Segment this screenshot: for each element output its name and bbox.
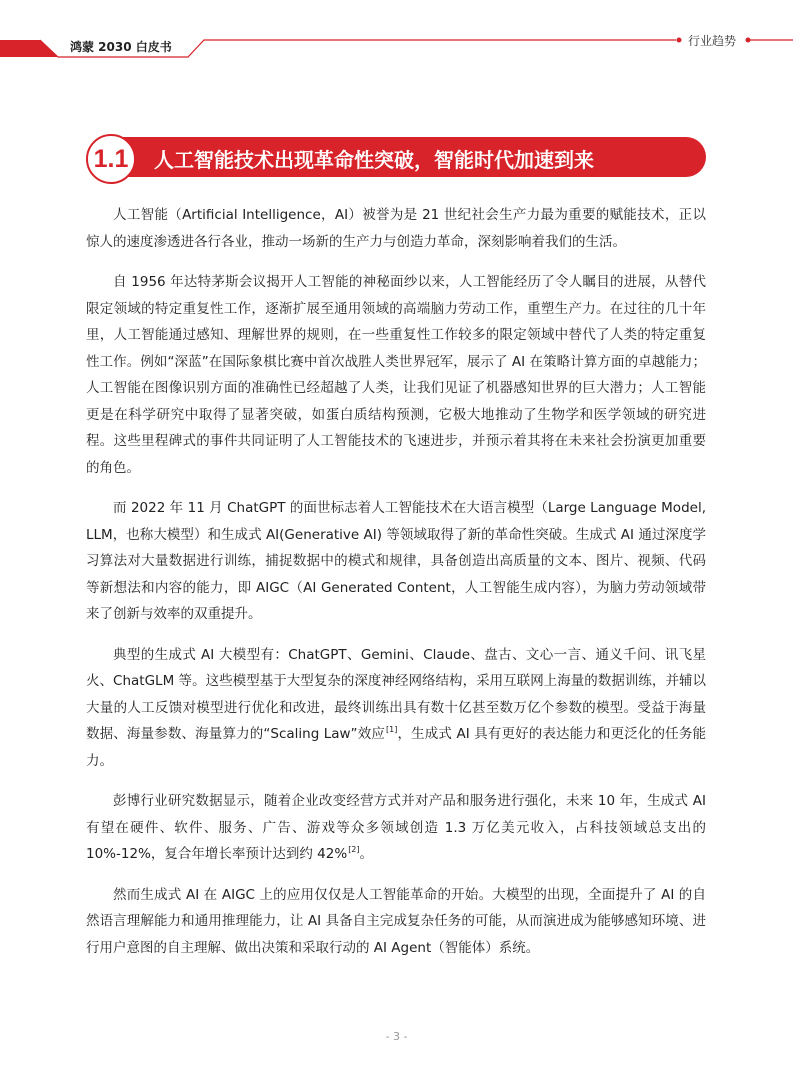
paragraph: 而 2022 年 11 月 ChatGPT 的面世标志着人工智能技术在大语言模型（Large Language Model, LLM，也称大模型）和生成式 AI(Generative AI) 等领域取得了新的革命性突破。生成式 AI 通过深度学习算法对大量数据进行训练，捕捉数据中的模式和规律，具备创造出高质量的文本、图片、视频、代码等新想法和内容的能力，即 AIGC（AI Generated Content，人工智能生成内容），为脑力劳动领域带来了创新与效率的双重提升。 <box>86 500 706 622</box>
header-dot-right <box>746 38 751 43</box>
reference-marker[interactable]: [2] <box>348 845 360 854</box>
paragraph: 人工智能（Artificial Intelligence，AI）被誉为是 21 世纪社会生产力最为重要的赋能技术，正以惊人的速度渗透进各行各业，推动一场新的生产力与创造力革命，深刻影响着我们的生活。 <box>86 207 706 250</box>
paragraph: 然而生成式 AI 在 AIGC 上的应用仅仅是人工智能革命的开始。大模型的出现，全面提升了 AI 的自然语言理解能力和通用推理能力，让 AI 具备自主完成复杂任务的可能，从而演进成为能够感知环境、进行用户意图的自主理解、做出决策和采取行动的 AI Agent（智能体）系统。 <box>86 886 706 956</box>
header-decoration <box>0 0 793 70</box>
section-title-bar <box>86 134 710 182</box>
page-number: - 3 - <box>385 1030 408 1043</box>
reference-marker[interactable]: [1] <box>385 725 398 734</box>
header-dot-left <box>677 38 682 43</box>
body-content <box>86 202 706 975</box>
brand-title: 鸿蒙 2030 白皮书 <box>70 40 172 54</box>
section-tag: 行业趋势 <box>688 34 737 48</box>
section-number: 1.1 <box>93 144 129 173</box>
paragraph: 彭博行业研究数据显示，随着企业改变经营方式并对产品和服务进行强化，未来 10 年，生成式 AI 有望在硬件、软件、服务、广告、游戏等众多领域创造 1.3 万亿美元收入，占科技领域总支出的 10%-12%，复合年增长率预计达到约 42%[2]。 <box>86 793 706 862</box>
page-header <box>0 0 793 70</box>
section-number-badge <box>86 134 136 184</box>
paragraph: 自 1956 年达特茅斯会议揭开人工智能的神秘面纱以来，人工智能经历了令人瞩目的进展，从替代限定领域的特定重复性工作，逐渐扩展至通用领域的高端脑力劳动工作，重塑生产力。在过往的几十年里，人工智能通过感知、理解世界的规则，在一些重复性工作较多的限定领域中替代了人类的特定重复性工作。例如“深蓝”在国际象棋比赛中首次战胜人类世界冠军，展示了 AI 在策略计算方面的卓越能力；人工智能在图像识别方面的准确性已经超越了人类，让我们见证了机器感知世界的巨大潜力；人工智能更是在科学研究中取得了显著突破，如蛋白质结构预测，它极大地推动了生物学和医学领域的研究进程。这些里程碑式的事件共同证明了人工智能技术的飞速进步，并预示着其将在未来社会扮演更加重要的角色。 <box>86 274 706 476</box>
section-title: 人工智能技术出现革命性突破，智能时代加速到来 <box>154 148 594 172</box>
paragraph: 典型的生成式 AI 大模型有：ChatGPT、Gemini、Claude、盘古、文心一言、通义千问、讯飞星火、ChatGLM 等。这些模型基于大型复杂的深度神经网络结构，采用互联网上海量的数据训练，并辅以大量的人工反馈对模型进行优化和改进，最终训练出具有数十亿甚至数万亿个参数的模型。受益于海量数据、海量参数、海量算力的“Scaling Law”效应[1]，生成式 AI 具有更好的表达能力和更泛化的任务能力。 <box>86 646 706 769</box>
